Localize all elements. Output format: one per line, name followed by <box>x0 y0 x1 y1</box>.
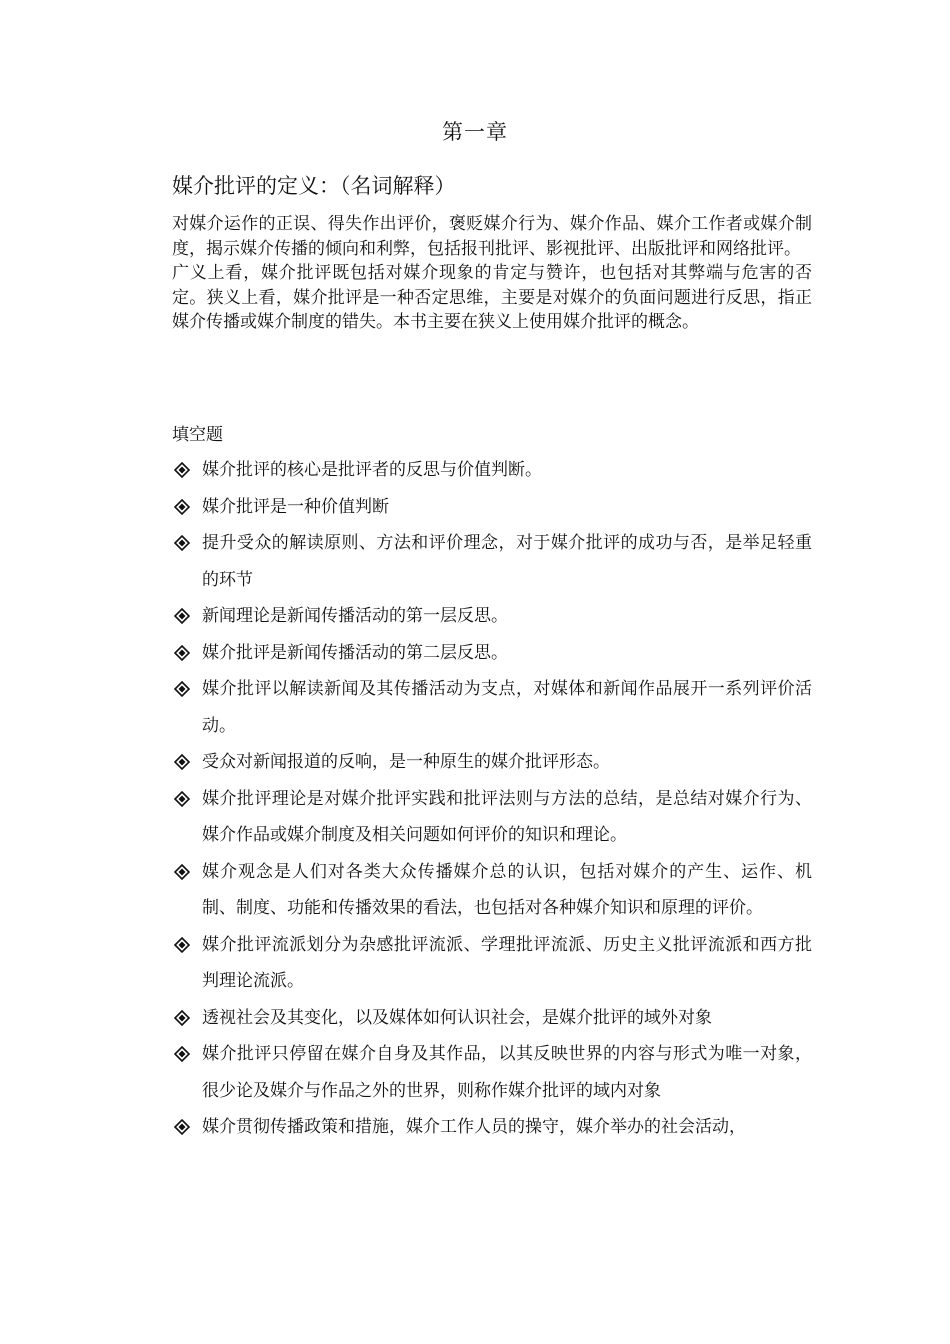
diamond-bullet-icon <box>174 864 190 880</box>
fill-in-item-text: 媒介批评只停留在媒介自身及其作品，以其反映世界的内容与形式为唯一对象，很少论及媒介与作品之外的世界，则称作媒介批评的域内对象 <box>202 1044 812 1101</box>
diamond-bullet-icon <box>174 608 190 624</box>
fill-in-item-text: 媒介批评流派划分为杂感批评流派、学理批评流派、历史主义批评流派和西方批判理论流派。 <box>202 934 812 991</box>
fill-in-item <box>172 781 812 854</box>
fill-in-item-text: 媒介批评是新闻传播活动的第二层反思。 <box>202 642 508 663</box>
fill-in-item <box>172 635 812 672</box>
diamond-bullet-icon <box>174 937 190 953</box>
diamond-bullet-icon <box>174 462 190 478</box>
fill-in-item <box>172 452 812 489</box>
fill-in-item-text: 媒介观念是人们对各类大众传播媒介总的认识，包括对媒介的产生、运作、机制、制度、功能和传播效果的看法，也包括对各种媒介知识和原理的评价。 <box>202 861 812 918</box>
fill-in-item-text: 媒介批评的核心是批评者的反思与价值判断。 <box>202 460 542 480</box>
diamond-bullet-icon <box>174 1046 190 1062</box>
definition-paragraph: 广义上看，媒介批评既包括对媒介现象的肯定与赞许，也包括对其弊端与危害的否定。狭义上看，媒介批评是一种否定思维，主要是对媒介的负面问题进行反思，指正媒介传播或媒介制度的错失。本书主要在狭义上使用媒介批评的概念。 <box>172 263 812 332</box>
fill-in-item <box>172 671 812 744</box>
fill-in-item <box>172 854 812 927</box>
fill-in-item-text: 媒介批评理论是对媒介批评实践和批评法则与方法的总结，是总结对媒介行为、媒介作品或媒介制度及相关问题如何评价的知识和理论。 <box>202 788 812 845</box>
fill-in-item-text: 媒介批评是一种价值判断 <box>202 496 389 517</box>
fill-in-item <box>172 525 812 598</box>
fill-in-item <box>172 1036 812 1109</box>
fill-in-heading: 填空题 <box>172 425 223 445</box>
definition-body <box>172 212 812 335</box>
diamond-bullet-icon <box>174 754 190 770</box>
fill-in-item-text: 受众对新闻报道的反响，是一种原生的媒介批评形态。 <box>202 752 610 772</box>
fill-in-item <box>172 598 812 635</box>
fill-in-item <box>172 1000 812 1037</box>
diamond-bullet-icon <box>174 1010 190 1026</box>
fill-in-item-text: 媒介批评以解读新闻及其传播活动为支点，对媒体和新闻作品展开一系列评价活动。 <box>202 679 812 736</box>
fill-in-list <box>172 452 812 1146</box>
fill-in-item <box>172 1109 812 1146</box>
diamond-bullet-icon <box>174 645 190 661</box>
diamond-bullet-icon <box>174 499 190 515</box>
fill-in-item-text: 提升受众的解读原则、方法和评价理念，对于媒介批评的成功与否，是举足轻重的环节 <box>202 533 812 590</box>
fill-in-item <box>172 744 812 781</box>
fill-in-item <box>172 927 812 1000</box>
diamond-bullet-icon <box>174 791 190 807</box>
diamond-bullet-icon <box>174 1119 190 1135</box>
definition-paragraph: 对媒介运作的正误、得失作出评价，褒贬媒介行为、媒介作品、媒介工作者或媒介制度，揭示媒介传播的倾向和利弊，包括报刊批评、影视批评、出版批评和网络批评。 <box>172 214 812 259</box>
diamond-bullet-icon <box>174 535 190 551</box>
definition-heading: 媒介批评的定义：（名词解释） <box>172 174 456 198</box>
fill-in-item-text: 媒介贯彻传播政策和措施，媒介工作人员的操守，媒介举办的社会活动， <box>202 1117 746 1137</box>
chapter-title: 第一章 <box>442 120 508 144</box>
fill-in-item <box>172 489 812 526</box>
fill-in-item-text: 新闻理论是新闻传播活动的第一层反思。 <box>202 606 508 626</box>
diamond-bullet-icon <box>174 681 190 697</box>
fill-in-item-text: 透视社会及其变化，以及媒体如何认识社会，是媒介批评的域外对象 <box>202 1007 712 1028</box>
